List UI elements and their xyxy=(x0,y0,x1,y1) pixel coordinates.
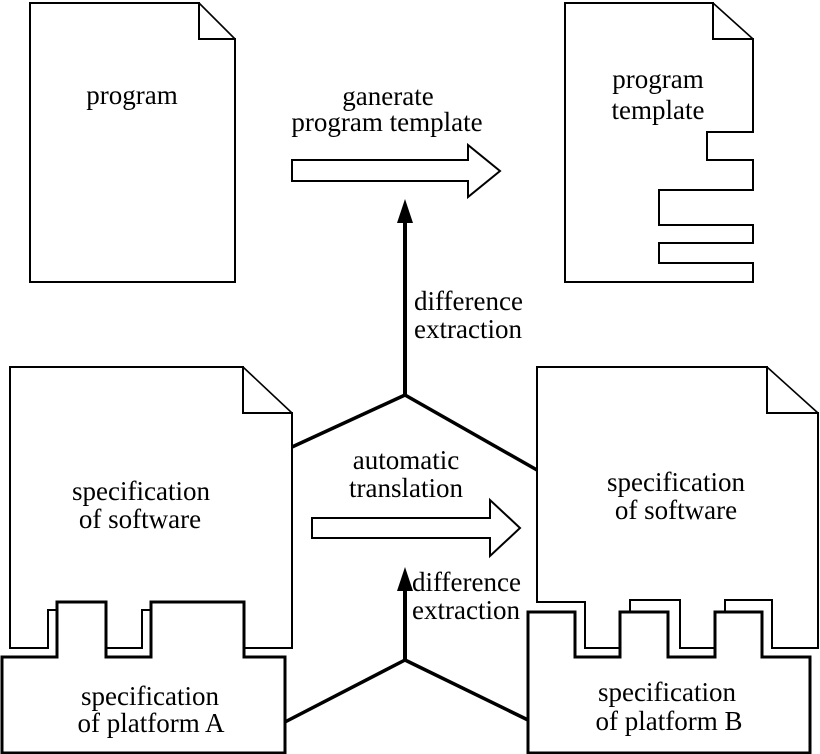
spec-software-left-line2: of software xyxy=(78,504,202,534)
generate-label-line1: ganerate xyxy=(342,81,434,111)
arrowhead-up-icon xyxy=(397,199,413,223)
program-template-document xyxy=(565,3,753,282)
difference-extraction-bottom-line1: difference xyxy=(412,567,521,597)
platform-a-label-line2: of platform A xyxy=(77,708,225,738)
automatic-translation-line1: automatic xyxy=(352,445,460,475)
arrowhead-up-icon xyxy=(397,567,413,591)
folded-corner-icon xyxy=(713,3,753,39)
folded-corner-icon xyxy=(243,367,292,413)
folded-corner-icon xyxy=(767,367,818,413)
folded-corner-icon xyxy=(199,3,235,39)
difference-extraction-bottom-line2: extraction xyxy=(412,595,520,625)
difference-extraction-top-line2: extraction xyxy=(414,314,522,344)
platform-b-label-line1: specification xyxy=(598,677,736,707)
platform-b-label-line2: of platform B xyxy=(595,706,743,736)
spec-software-left-line1: specification xyxy=(72,476,210,506)
spec-software-right-line2: of software xyxy=(614,495,738,525)
platform-a-label-line1: specification xyxy=(81,681,219,711)
automatic-translation-line2: translation xyxy=(349,473,463,503)
generate-label-line2: program template xyxy=(291,107,483,137)
spec-software-right-line1: specification xyxy=(607,467,745,497)
program-template-label-line2: template xyxy=(611,95,705,125)
program-label: program xyxy=(86,80,178,110)
program-document xyxy=(30,3,235,282)
translation-arrow-icon xyxy=(312,500,520,556)
program-template-label-line1: program xyxy=(612,64,704,94)
difference-extraction-top-line1: difference xyxy=(414,286,523,316)
generate-arrow-icon xyxy=(292,145,500,197)
